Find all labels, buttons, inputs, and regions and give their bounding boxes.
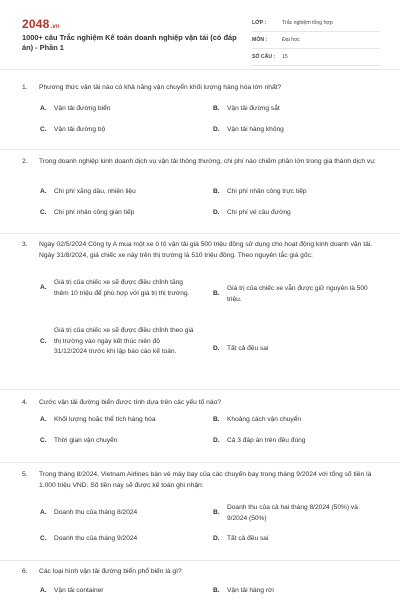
option-d[interactable] <box>213 436 383 447</box>
option-text: Chi phí nhân công trực tiếp <box>227 188 307 195</box>
option-c[interactable] <box>40 534 200 545</box>
option-text: Khoảng cách vận chuyển <box>227 416 302 423</box>
logo-suffix: .vn <box>50 24 60 30</box>
option-b[interactable] <box>213 503 383 524</box>
option-letter: A. <box>40 416 47 423</box>
option-text: Vận tải đường sắt <box>227 105 280 112</box>
meta-row-count <box>252 49 380 66</box>
question-stem <box>22 566 379 577</box>
option-text: Vận tải container <box>54 587 104 594</box>
question-1 <box>0 70 400 150</box>
question-2 <box>0 150 400 234</box>
option-c[interactable] <box>40 208 200 219</box>
question-6 <box>0 561 400 600</box>
option-letter: B. <box>213 105 220 112</box>
option-text: Doanh thu của tháng 9/2024 <box>54 535 138 542</box>
option-b[interactable] <box>213 104 383 115</box>
option-letter: B. <box>213 188 220 195</box>
question-number: 1. <box>22 84 28 91</box>
question-stem <box>22 239 379 261</box>
question-text: Trong doanh nghiệp kinh doanh dịch vụ vận tải thông thường, chi phí nào chiếm phần lớn trong giá thành dịch vụ: <box>39 158 376 165</box>
option-d[interactable] <box>213 125 383 136</box>
option-text: Vận tải đường bộ <box>54 126 106 133</box>
option-c[interactable] <box>40 326 200 358</box>
site-logo[interactable] <box>22 17 60 31</box>
option-letter: A. <box>40 587 47 594</box>
question-5 <box>0 463 400 561</box>
option-text: Thời gian vận chuyển <box>54 437 118 444</box>
option-text: Vận tải hàng rời <box>227 587 274 594</box>
option-d[interactable] <box>213 208 383 219</box>
option-text: Chi phí vé cầu đường <box>227 209 291 216</box>
option-b[interactable] <box>213 284 383 305</box>
question-text: Cước vận tải đường biển được tính dựa trên các yếu tố nào? <box>39 399 222 406</box>
meta-key: LỚP : <box>252 20 267 26</box>
option-text: Giá trị của chiếc xe sẽ được điều chỉnh theo giá thị trường vào ngày kết thúc niên độ 31/12/2024 trước khi lập báo cáo kế toán. <box>54 327 194 355</box>
option-letter: B. <box>213 509 220 517</box>
option-text: Chi phí xăng dầu, nhiên liệu <box>54 188 136 195</box>
option-b[interactable] <box>213 187 383 198</box>
option-letter: A. <box>40 509 47 516</box>
option-text: Khối lượng hoặc thể tích hàng hóa <box>54 416 156 423</box>
option-a[interactable] <box>40 187 200 198</box>
option-d[interactable] <box>213 534 383 545</box>
meta-value: Trắc nghiệm tổng hợp <box>282 20 333 26</box>
option-text: Doanh thu của cả hai tháng 8/2024 (50%) và 9/2024 (50%) <box>227 504 358 522</box>
option-text: Giá trị của chiếc xe sẽ được điều chỉnh tăng thêm 10 triệu để phù hợp với giá trị thị trường. <box>54 279 190 297</box>
page-header <box>0 0 400 70</box>
option-letter: B. <box>213 416 220 423</box>
question-number: 3. <box>22 241 28 248</box>
option-letter: C. <box>40 209 47 216</box>
option-letter: B. <box>213 587 220 594</box>
option-letter: C. <box>40 126 47 133</box>
option-text: Tất cả đều sai <box>227 345 269 352</box>
option-a[interactable] <box>40 278 200 299</box>
option-text: Chi phí nhân công gián tiếp <box>54 209 135 216</box>
page-title: 1000+ câu Trắc nghiệm Kế toán doanh nghiệp vận tải (có đáp án) - Phần 1 <box>22 33 237 52</box>
option-a[interactable] <box>40 415 200 426</box>
option-letter: C. <box>40 535 47 542</box>
question-number: 5. <box>22 471 28 478</box>
option-letter: A. <box>40 105 47 112</box>
logo-main: 2048 <box>22 17 50 31</box>
option-b[interactable] <box>213 586 383 597</box>
option-text: Doanh thu của tháng 8/2024 <box>54 509 138 516</box>
option-a[interactable] <box>40 104 200 115</box>
option-c[interactable] <box>40 436 200 447</box>
question-text: Ngày 02/5/2024 Công ty A mua một xe ô tô vận tải giá 500 triệu đồng sử dụng cho hoạt động kinh doanh vận tải. Ngày 31/8/2024, giá chiếc xe này trên thị trường là 510 triệu đồng. Theo nguyên tắc giá gốc: <box>39 241 373 259</box>
meta-value: 15 <box>282 54 288 60</box>
option-letter: D. <box>213 209 220 216</box>
option-letter: B. <box>213 290 220 298</box>
option-a[interactable] <box>40 508 200 519</box>
option-letter: D. <box>213 126 220 133</box>
question-stem <box>22 469 379 491</box>
question-text: Trong tháng 8/2024, Vietnam Airlines bán vé máy bay của các chuyến bay trong tháng 9/2024 với tổng số tiền là 1.000 triệu VND. Số tiền này sẽ được kế toán ghi nhận: <box>39 471 372 489</box>
option-text: Cả 3 đáp án trên đều đúng <box>227 437 306 444</box>
question-number: 2. <box>22 158 28 165</box>
option-text: Tất cả đều sai <box>227 535 269 542</box>
option-c[interactable] <box>40 125 200 136</box>
option-letter: C. <box>40 437 47 444</box>
question-number: 6. <box>22 568 28 575</box>
question-text: Phương thức vận tải nào có khả năng vận chuyển khối lượng hàng hóa lớn nhất? <box>39 84 282 91</box>
option-letter: D. <box>213 535 220 542</box>
question-stem <box>22 82 379 93</box>
option-d[interactable] <box>213 344 383 355</box>
question-4 <box>0 390 400 463</box>
quiz-meta <box>252 15 380 66</box>
question-number: 4. <box>22 399 28 406</box>
option-letter: A. <box>40 284 47 292</box>
option-text: Giá trị của chiếc xe vẫn được giữ nguyên là 500 triệu. <box>227 285 368 303</box>
question-stem <box>22 397 379 408</box>
meta-value: Đại học <box>282 37 300 43</box>
option-a[interactable] <box>40 586 200 597</box>
question-stem <box>22 156 379 167</box>
meta-key: SỐ CÂU : <box>252 54 276 60</box>
option-letter: A. <box>40 188 47 195</box>
option-letter: C. <box>40 337 47 345</box>
question-text: Các loại hình vận tải đường biển phổ biến là gì? <box>39 568 182 575</box>
option-letter: D. <box>213 437 220 444</box>
option-text: Vận tải hàng không <box>227 126 284 133</box>
option-b[interactable] <box>213 415 383 426</box>
question-3 <box>0 234 400 390</box>
meta-row-class <box>252 15 380 32</box>
meta-key: MÔN : <box>252 37 268 43</box>
option-text: Vận tải đường biển <box>54 105 111 112</box>
meta-row-subject <box>252 32 380 49</box>
option-letter: D. <box>213 345 220 352</box>
